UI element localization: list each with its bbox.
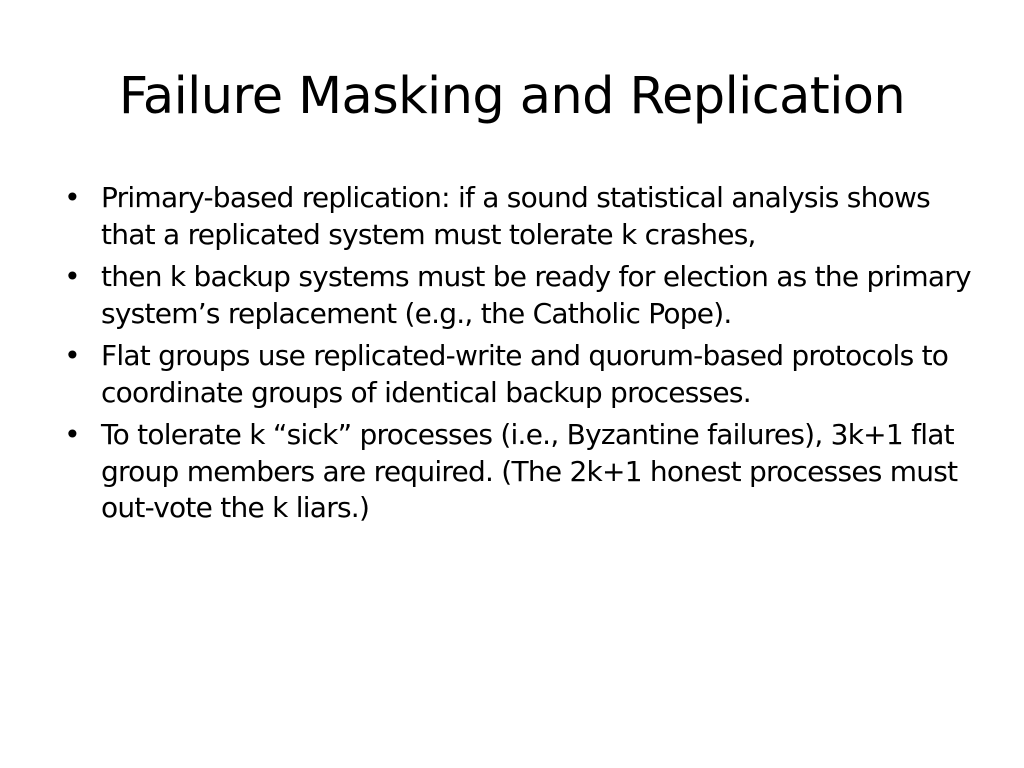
bullet-text: Primary-based replication: if a sound statistical analysis shows that a replicated system must tolerate k crashes, [101,181,930,251]
bullet-text: then k backup systems must be ready for election as the primary system’s replacement (e.g., the Catholic Pope). [101,260,971,330]
bullet-item [62,417,982,527]
bullet-text: To tolerate k “sick” processes (i.e., Byzantine failures), 3k+1 flat group members are required. (The 2k+1 honest processes must out-vote the k liars.) [101,418,958,524]
bullet-marker: • [64,418,80,451]
bullet-text: Flat groups use replicated-write and quorum-based protocols to coordinate groups of identical backup processes. [101,339,949,409]
bullet-item [62,338,982,411]
bullet-list [62,180,982,533]
bullet-marker: • [64,339,80,372]
slide-title: Failure Masking and Replication [118,67,906,126]
bullet-item [62,259,982,332]
bullet-marker: • [64,181,80,214]
bullet-item [62,180,982,253]
bullet-marker: • [64,260,80,293]
